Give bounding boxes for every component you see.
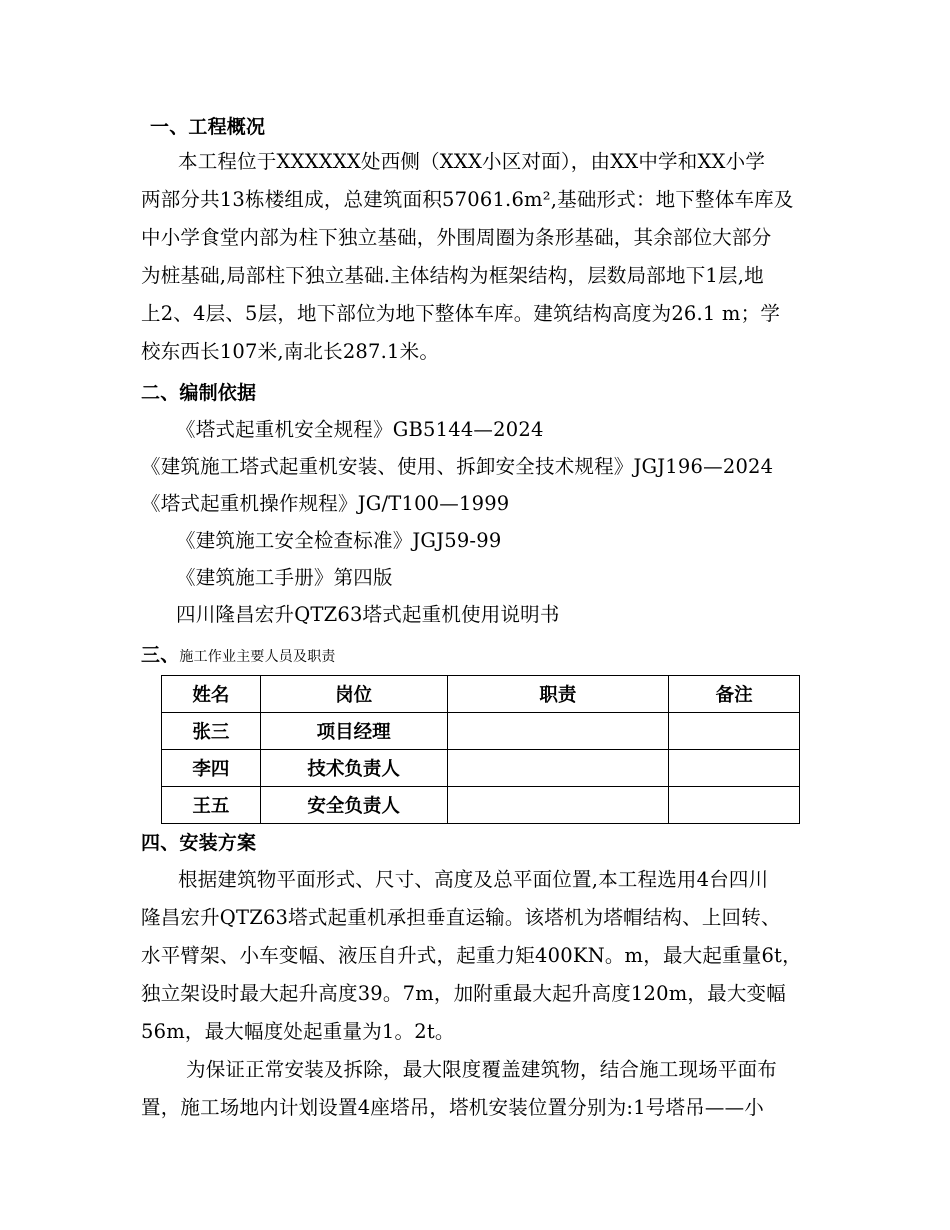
section1-line-1: 本工程位于XXXXXX处西侧（XXX小区对面），由XX中学和XX小学	[178, 150, 766, 173]
section3-heading-text: 施工作业主要人员及职责	[179, 649, 336, 665]
section4-line-1: 根据建筑物平面形式、尺寸、高度及总平面位置,本工程选用4台四川	[178, 868, 769, 891]
section4-line-4: 独立架设时最大起升高度39。7m，加附重最大起升高度120m，最大变幅	[141, 982, 786, 1005]
table-row	[162, 750, 800, 787]
section1-heading: 一、工程概况	[150, 116, 266, 138]
table-cell-duty	[447, 787, 669, 824]
table-header-cell: 职责	[447, 676, 669, 713]
table-cell-duty	[447, 750, 669, 787]
section1-line-4: 为桩基础,局部柱下独立基础.主体结构为框架结构，层数局部地下1层,地	[141, 264, 764, 287]
staff-table	[161, 675, 800, 824]
reference-item: 《建筑施工手册》第四版	[176, 566, 393, 589]
reference-item: 《塔式起重机安全规程》GB5144—2024	[176, 418, 544, 441]
table-header-cell: 岗位	[260, 676, 447, 713]
section1-line-3: 中小学食堂内部为柱下独立基础，外围周圈为条形基础，其余部位大部分	[141, 226, 772, 249]
section4-line-7: 置，施工场地内计划设置4座塔吊，塔机安装位置分别为:1号塔吊——小	[141, 1096, 764, 1119]
table-cell-name: 张三	[162, 713, 261, 750]
section4-line-5: 56m，最大幅度处起重量为1。2t。	[141, 1020, 455, 1043]
section4-heading: 四、安装方案	[141, 832, 257, 854]
section4-line-2: 隆昌宏升QTZ63塔式起重机承担垂直运输。该塔机为塔帽结构、上回转、	[141, 906, 781, 929]
section3-heading	[141, 638, 336, 674]
table-cell-role: 项目经理	[260, 713, 447, 750]
reference-item: 四川隆昌宏升QTZ63塔式起重机使用说明书	[176, 603, 560, 626]
table-cell-name: 王五	[162, 787, 261, 824]
table-cell-note	[669, 787, 800, 824]
section3-heading-number: 三、	[141, 644, 180, 666]
section4-line-6: 为保证正常安装及拆除，最大限度覆盖建筑物，结合施工现场平面布	[186, 1058, 778, 1081]
table-cell-note	[669, 713, 800, 750]
table-cell-role: 技术负责人	[260, 750, 447, 787]
reference-item: 《建筑施工塔式起重机安装、使用、拆卸安全技术规程》JGJ196—2024	[141, 455, 774, 478]
table-cell-note	[669, 750, 800, 787]
section1-line-6: 校东西长107米,南北长287.1米。	[141, 340, 440, 363]
table-header-row	[162, 676, 800, 713]
section1-line-2: 两部分共13栋楼组成，总建筑面积57061.6m²,基础形式：地下整体车库及	[141, 188, 794, 211]
table-header-cell: 备注	[669, 676, 800, 713]
table-row	[162, 787, 800, 824]
reference-item: 《塔式起重机操作规程》JG/T100—1999	[141, 492, 510, 515]
table-cell-duty	[447, 713, 669, 750]
table-cell-name: 李四	[162, 750, 261, 787]
section4-line-3: 水平臂架、小车变幅、液压自升式，起重力矩400KN。m，最大起重量6t，	[141, 944, 802, 967]
table-cell-role: 安全负责人	[260, 787, 447, 824]
section1-line-5: 上2、4层、5层，地下部位为地下整体车库。建筑结构高度为26.1 m；学	[141, 302, 781, 325]
table-header-cell: 姓名	[162, 676, 261, 713]
section2-heading: 二、编制依据	[141, 382, 257, 404]
table-row	[162, 713, 800, 750]
reference-item: 《建筑施工安全检查标准》JGJ59-99	[176, 529, 502, 552]
